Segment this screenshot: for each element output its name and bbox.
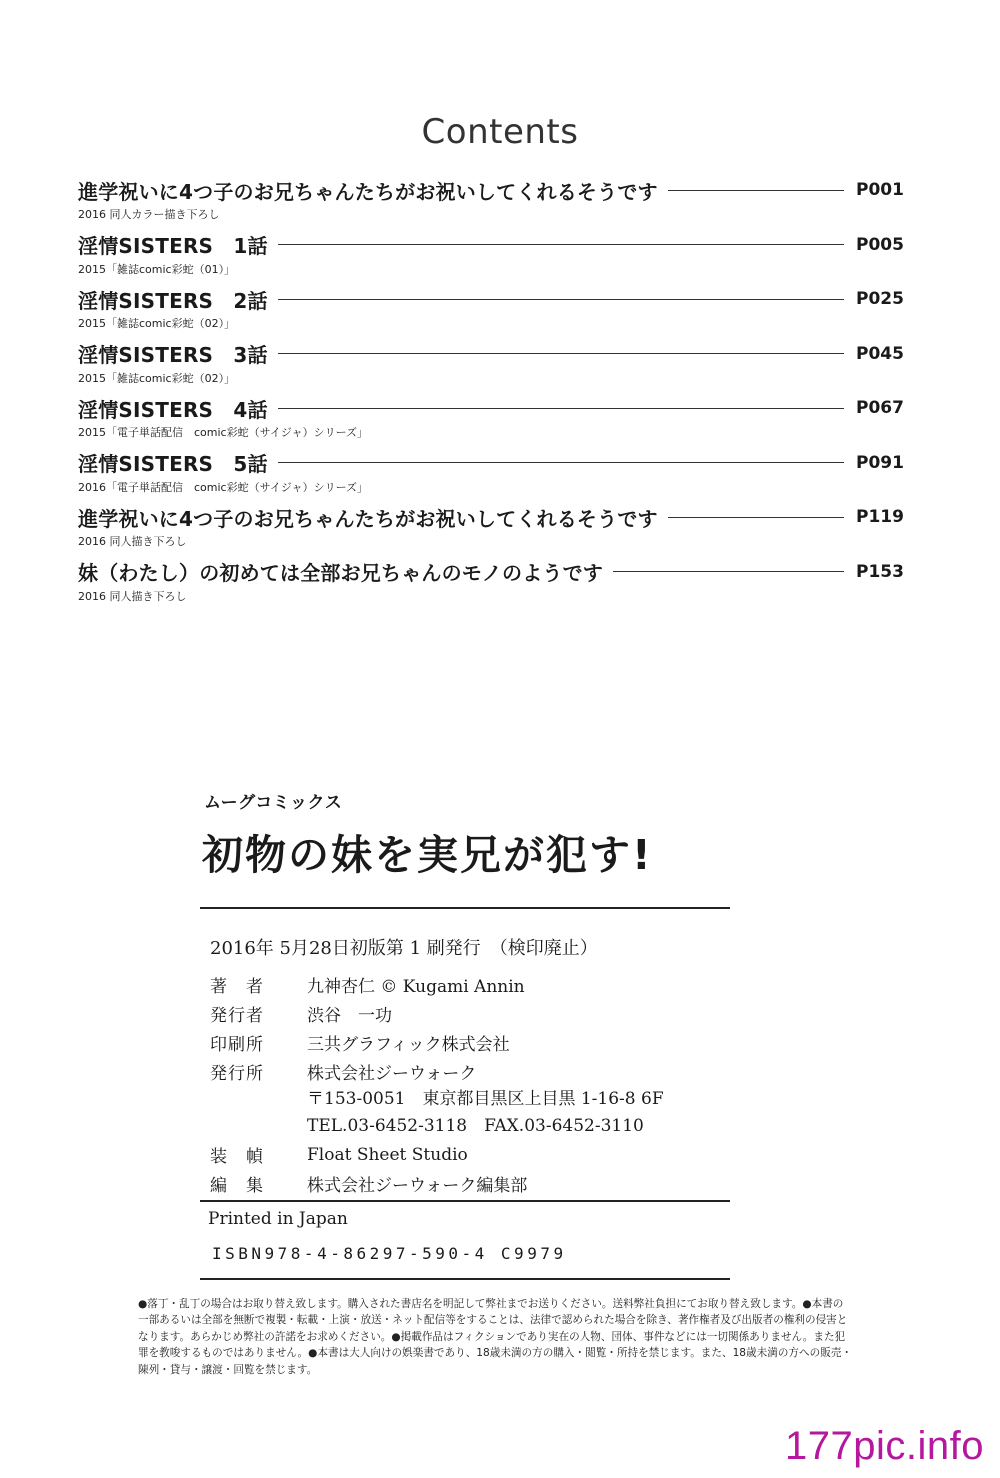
toc-entry bbox=[78, 448, 908, 503]
credit-key: 編 集 bbox=[210, 1176, 264, 1196]
toc-page: P091 bbox=[856, 452, 904, 473]
watermark: 177pic.info bbox=[785, 1424, 984, 1468]
toc-leader bbox=[278, 353, 844, 354]
credit-value: 三共グラフィック株式会社 bbox=[307, 1035, 510, 1055]
credit-design bbox=[210, 1140, 664, 1169]
toc-title: 淫情SISTERS 1話 bbox=[78, 234, 268, 258]
toc-leader bbox=[668, 190, 844, 191]
toc-note: 2016 同人描き下ろし bbox=[78, 535, 187, 548]
toc-entry bbox=[78, 175, 908, 230]
toc-title: 淫情SISTERS 5話 bbox=[78, 452, 268, 476]
toc-leader bbox=[613, 571, 844, 572]
printed-in: Printed in Japan bbox=[208, 1209, 348, 1229]
toc-note: 2015「電子単話配信 comic彩蛇（サイジャ）シリーズ」 bbox=[78, 426, 369, 439]
toc-page: P045 bbox=[856, 343, 904, 364]
divider bbox=[200, 1200, 730, 1202]
toc-title: 妹（わたし）の初めては全部お兄ちゃんのモノのようです bbox=[78, 561, 603, 585]
toc-page: P001 bbox=[856, 180, 904, 200]
credit-key: 発行者 bbox=[210, 1006, 264, 1026]
credit-key: 発行所 bbox=[210, 1064, 264, 1084]
toc-page: P025 bbox=[856, 289, 904, 309]
credit-value: Float Sheet Studio bbox=[307, 1144, 468, 1165]
toc-page: P005 bbox=[856, 234, 904, 255]
publisher-phone: TEL.03-6452-3118 FAX.03-6452-3110 bbox=[307, 1116, 644, 1136]
credit-key: 著 者 bbox=[210, 977, 264, 997]
toc-entry bbox=[78, 284, 908, 339]
toc-entry bbox=[78, 502, 908, 557]
toc-note: 2015「雑誌comic彩蛇（01）」 bbox=[78, 262, 236, 276]
toc-note: 2016 同人描き下ろし bbox=[78, 589, 187, 603]
table-of-contents bbox=[78, 175, 908, 611]
credit-editor bbox=[210, 1169, 664, 1198]
toc-leader bbox=[278, 299, 844, 300]
credit-author bbox=[210, 970, 664, 999]
legal-notice: ●落丁・乱丁の場合はお取り替え致します。購入された書店名を明記して弊社までお送りください。送料弊社負担にてお取り替え致します。●本書の一部あるいは全部を無断で複製・転載・上演・放送・ネット配信等をすることは、法律で認められた場合を除き、著作権者及び出版者の権利の侵害となります。あらかじめ弊社の許諾をお求めください。●掲載作品はフィクションであり実在の人物、団体、事件などには一切関係ありません。また犯罪を教唆するものではありません。●本書は大人向けの娯楽書であり、18歳未満の方の購入・閲覧・所持を禁じます。また、18歳未満の方への販売・陳列・貸与・譲渡・回覧を禁じます。 bbox=[138, 1298, 852, 1376]
contents-heading: Contents bbox=[421, 112, 579, 152]
toc-title: 進学祝いに4つ子のお兄ちゃんたちがお祝いしてくれるそうです bbox=[78, 179, 658, 204]
credit-value: 渋谷 一功 bbox=[307, 1006, 392, 1026]
toc-page: P067 bbox=[856, 398, 904, 418]
toc-note: 2015「雑誌comic彩蛇（02）」 bbox=[78, 371, 236, 385]
toc-entry bbox=[78, 339, 908, 394]
credit-key: 装 幀 bbox=[210, 1147, 264, 1167]
toc-title: 淫情SISTERS 3話 bbox=[78, 343, 268, 367]
toc-entry bbox=[78, 393, 908, 448]
toc-leader bbox=[278, 462, 844, 463]
credit-value: 九神杏仁 © Kugami Annin bbox=[307, 977, 525, 997]
toc-entry bbox=[78, 230, 908, 285]
toc-page: P153 bbox=[856, 561, 904, 582]
toc-note: 2016 同人カラー描き下ろし bbox=[78, 208, 220, 221]
credits bbox=[210, 970, 664, 1198]
toc-leader bbox=[278, 244, 844, 245]
toc-title: 淫情SISTERS 4話 bbox=[78, 397, 268, 422]
toc-note: 2015「雑誌comic彩蛇（02）」 bbox=[78, 317, 236, 330]
credit-publisher bbox=[210, 1057, 664, 1086]
credit-printer bbox=[210, 1028, 664, 1057]
toc-leader bbox=[278, 408, 844, 409]
toc-page: P119 bbox=[856, 507, 904, 527]
toc-leader bbox=[668, 517, 844, 518]
divider bbox=[200, 1278, 730, 1280]
release-info: 2016年 5月28日初版第 1 刷発行 （検印廃止） bbox=[210, 938, 598, 959]
toc-title: 淫情SISTERS 2話 bbox=[78, 288, 268, 313]
book-title: 初物の妹を実兄が犯す! bbox=[202, 831, 653, 879]
credit-value: 株式会社ジーウォーク編集部 bbox=[307, 1176, 528, 1196]
toc-note: 2016「電子単話配信 comic彩蛇（サイジャ）シリーズ」 bbox=[78, 480, 369, 494]
credit-value: 株式会社ジーウォーク bbox=[307, 1064, 477, 1084]
divider bbox=[200, 907, 730, 909]
isbn: ISBN978-4-86297-590-4 C9979 bbox=[212, 1244, 567, 1263]
publisher-address: 〒153-0051 東京都目黒区上目黒 1-16-8 6F bbox=[307, 1089, 664, 1109]
toc-entry bbox=[78, 557, 908, 612]
imprint-label: ムーグコミックス bbox=[204, 793, 343, 813]
toc-title: 進学祝いに4つ子のお兄ちゃんたちがお祝いしてくれるそうです bbox=[78, 506, 658, 531]
credit-publisher-person bbox=[210, 999, 664, 1028]
credit-key: 印刷所 bbox=[210, 1035, 264, 1055]
